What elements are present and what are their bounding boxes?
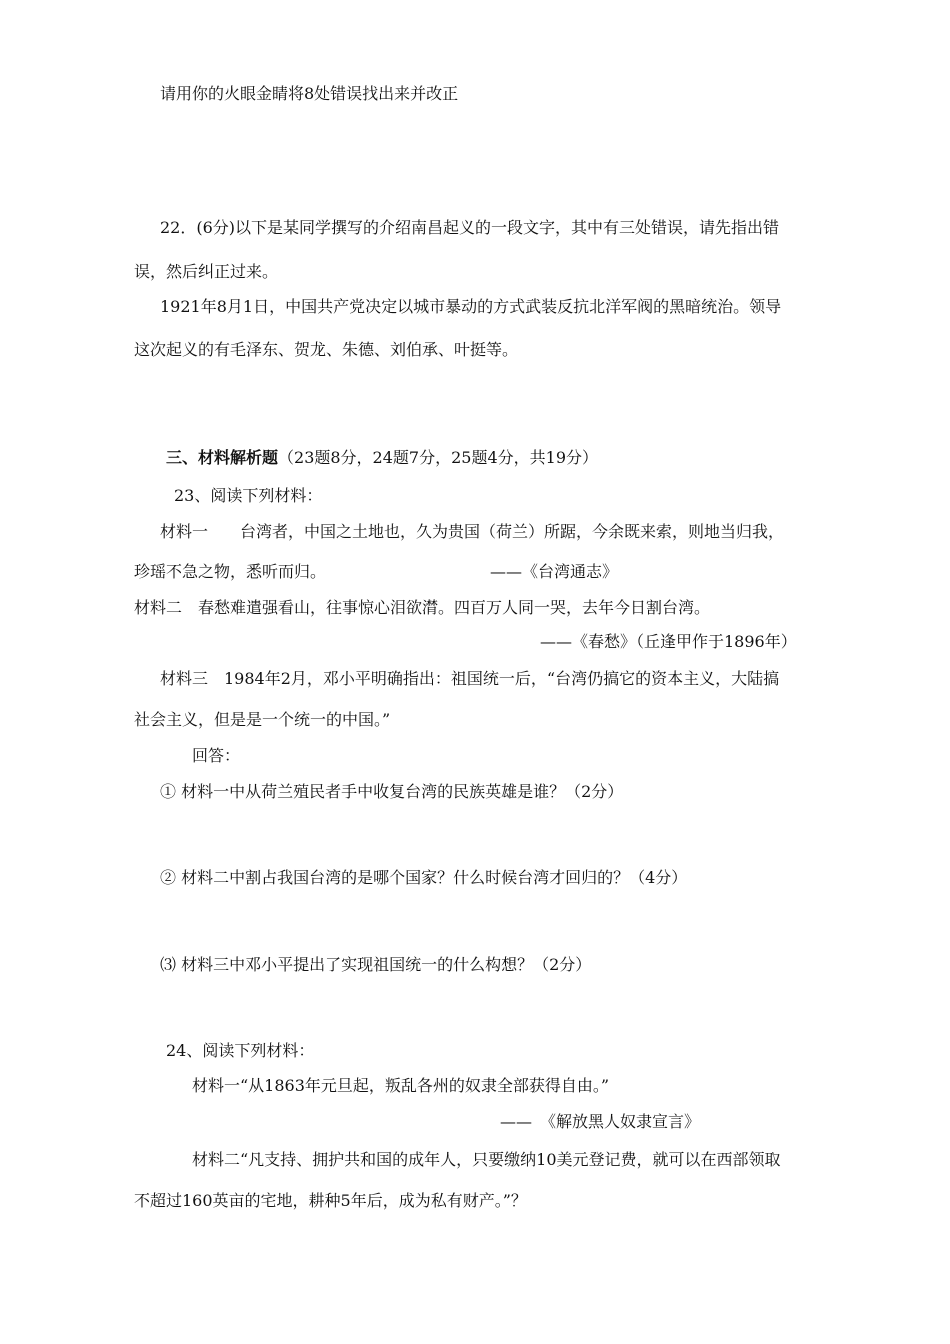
q23-prompt: 23、阅读下列材料： [174, 486, 323, 505]
q24-prompt: 24、阅读下列材料： [166, 1041, 315, 1060]
q22-passage-line2: 这次起义的有毛泽东、贺龙、朱德、刘伯承、叶挺等。 [134, 340, 519, 359]
q23-material1-line1: 材料一 台湾者，中国之土地也，久为贵国（荷兰）所踞，今余既来索，则地当归我， [160, 522, 785, 541]
q23-material3-line1: 材料三 1984年2月，邓小平明确指出：祖国统一后，“台湾仍搞它的资本主义，大陆搞 [160, 669, 780, 688]
q22-stem-line2: 误，然后纠正过来。 [134, 262, 279, 281]
q23-subquestion-1: ① 材料一中从荷兰殖民者手中收复台湾的民族英雄是谁？（2分） [160, 782, 624, 801]
q23-subquestion-3: ⑶ 材料三中邓小平提出了实现祖国统一的什么构想？（2分） [160, 955, 592, 974]
q22-passage-line1: 1921年8月1日，中国共产党决定以城市暴动的方式武装反抗北洋军阀的黑暗统治。领导 [160, 297, 782, 316]
q23-material1-source: ——《台湾通志》 [490, 562, 619, 581]
q23-material2-line: 材料二 春愁难遣强看山，往事惊心泪欲潸。四百万人同一哭，去年今日割台湾。 [134, 598, 711, 617]
q24-material1-line: 材料一“从1863年元旦起，叛乱各州的奴隶全部获得自由。” [192, 1076, 610, 1095]
q23-material3-line2: 社会主义，但是是一个统一的中国。” [134, 710, 391, 729]
q22-stem-line1: 22．(6分)以下是某同学撰写的介绍南昌起义的一段文字，其中有三处错误，请先指出错 [160, 218, 780, 237]
q24-material2-line1: 材料二“凡支持、拥护共和国的成年人，只要缴纳10美元登记费，就可以在西部领取 [192, 1150, 781, 1169]
q23-material1-line2: 珍瑶不急之物，悉听而归。 [134, 562, 327, 581]
q24-material2-line2: 不超过160英亩的宅地，耕种5年后，成为私有财产。”？ [134, 1191, 527, 1210]
q23-subquestion-2: ② 材料二中割占我国台湾的是哪个国家？什么时候台湾才回归的？（4分） [160, 868, 688, 887]
section3-heading-row [166, 448, 598, 468]
section3-heading: 三、材料解析题 [166, 448, 279, 467]
q23-material2-source: ——《春愁》（丘逢甲作于1896年） [540, 632, 797, 651]
q24-material1-source: —— 《解放黑人奴隶宣言》 [500, 1112, 701, 1131]
instruction-text: 请用你的火眼金睛将8处错误找出来并改正 [160, 84, 459, 103]
section3-scoring: （23题8分，24题7分，25题4分，共19分） [278, 448, 598, 467]
q23-answer-label: 回答： [192, 746, 241, 765]
